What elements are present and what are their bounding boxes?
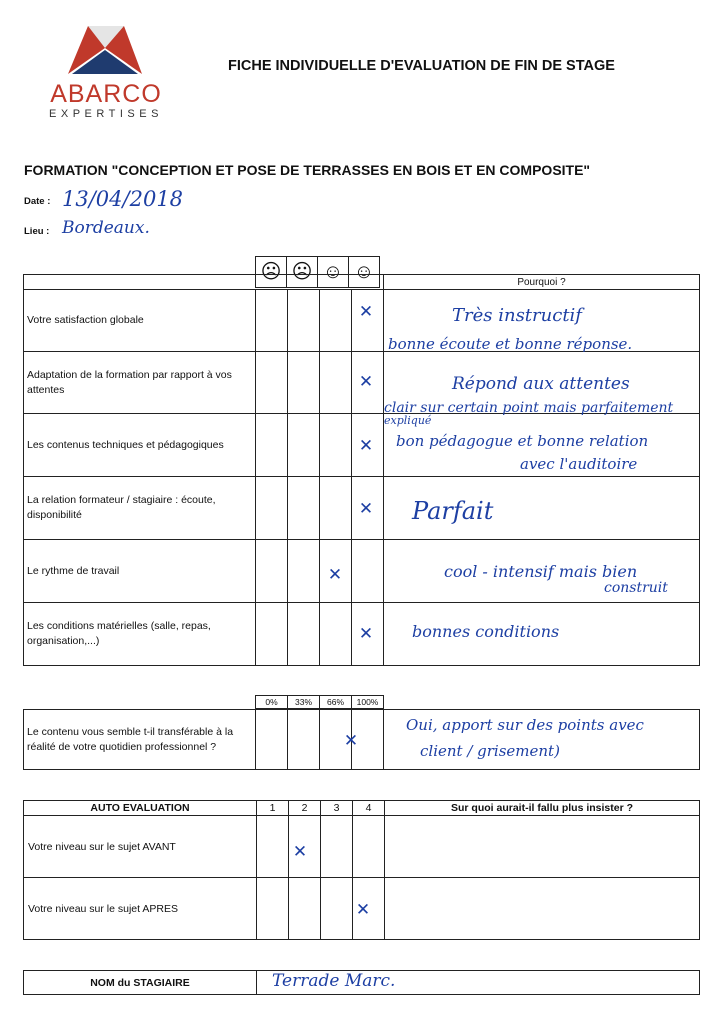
rating-cell[interactable] xyxy=(288,477,320,540)
trainee-name: Terrade Marc. xyxy=(272,971,396,991)
why-header: Pourquoi ? xyxy=(384,275,700,290)
question-label: La relation formateur / stagiaire : écoute, disponibilité xyxy=(24,477,256,540)
rating-cell[interactable] xyxy=(288,352,320,414)
sad-face-icon: ☹ xyxy=(287,257,318,288)
rating-cell[interactable] xyxy=(321,878,353,940)
rating-check-mark: ✕ xyxy=(292,842,308,862)
auto-evaluation-header: AUTO EVALUATION xyxy=(24,801,257,816)
smile-face-icon: ☺ xyxy=(318,257,349,288)
rating-check-mark: ✕ xyxy=(358,436,374,456)
question-label: Les conditions matérielles (salle, repas, organisation,...) xyxy=(24,603,256,666)
brand-tagline: EXPERTISES xyxy=(49,108,163,120)
very-sad-face-icon: ☹ xyxy=(256,257,287,288)
rating-cell[interactable] xyxy=(256,414,288,477)
rating-cell[interactable] xyxy=(288,710,320,770)
insist-answer-cell[interactable] xyxy=(385,816,700,878)
insist-header: Sur quoi aurait-il fallu plus insister ? xyxy=(385,801,700,816)
percent-column-header: 66% xyxy=(320,696,352,709)
level-column-header: 1 xyxy=(257,801,289,816)
rating-cell[interactable] xyxy=(288,603,320,666)
rating-check-mark: ✕ xyxy=(358,372,374,392)
level-column-header: 3 xyxy=(321,801,353,816)
date-value: 13/04/2018 xyxy=(62,187,184,211)
why-answer: Répond aux attentes xyxy=(452,374,630,394)
rating-cell[interactable] xyxy=(256,290,288,352)
percent-column-header: 33% xyxy=(288,696,320,709)
level-column-header: 4 xyxy=(353,801,385,816)
question-label: Le rythme de travail xyxy=(24,540,256,603)
transfer-answer: Oui, apport sur des points avec xyxy=(406,716,644,734)
why-answer: bonne écoute et bonne réponse. xyxy=(388,335,633,353)
why-answer: avec l'auditoire xyxy=(520,455,638,473)
percent-column-header: 100% xyxy=(352,696,384,709)
question-label: Adaptation de la formation par rapport à vos attentes xyxy=(24,352,256,414)
rating-cell[interactable] xyxy=(320,414,352,477)
rating-cell[interactable] xyxy=(320,290,352,352)
why-answer: Très instructif xyxy=(452,305,582,326)
rating-cell[interactable] xyxy=(288,414,320,477)
rating-cell[interactable] xyxy=(288,290,320,352)
table-row xyxy=(24,816,700,878)
question-label: Votre satisfaction globale xyxy=(24,290,256,352)
rating-check-mark: ✕ xyxy=(355,900,371,920)
lieu-label: Lieu : xyxy=(24,226,50,237)
rating-cell[interactable] xyxy=(320,477,352,540)
rating-cell[interactable] xyxy=(257,878,289,940)
rating-cell[interactable] xyxy=(288,540,320,603)
rating-check-mark: ✕ xyxy=(358,499,374,519)
grin-face-icon: ☺ xyxy=(349,257,380,288)
rating-cell[interactable] xyxy=(320,603,352,666)
rating-cell[interactable] xyxy=(353,816,385,878)
why-answer: clair sur certain point mais parfaitement xyxy=(384,400,674,416)
transfer-answer: client / grisement) xyxy=(420,742,560,760)
why-answer: Parfait xyxy=(412,497,494,525)
rating-cell[interactable] xyxy=(256,540,288,603)
rating-cell[interactable] xyxy=(256,477,288,540)
level-label: Votre niveau sur le sujet AVANT xyxy=(24,816,257,878)
why-answer: cool - intensif mais bien xyxy=(444,562,638,581)
why-answer: bonnes conditions xyxy=(412,622,560,641)
level-label: Votre niveau sur le sujet APRES xyxy=(24,878,257,940)
rating-cell[interactable] xyxy=(320,352,352,414)
trainee-label: NOM du STAGIAIRE xyxy=(24,971,257,995)
insist-answer-cell[interactable] xyxy=(385,878,700,940)
rating-check-mark: ✕ xyxy=(327,565,343,585)
rating-cell[interactable] xyxy=(256,352,288,414)
date-label: Date : xyxy=(24,196,51,207)
rating-cell[interactable] xyxy=(289,878,321,940)
rating-check-mark: ✕ xyxy=(358,624,374,644)
rating-cell[interactable] xyxy=(256,710,288,770)
transfer-question: Le contenu vous semble t-il transférable à la réalité de votre quotidien professionnel ? xyxy=(24,710,256,770)
percent-column-header: 0% xyxy=(256,696,288,709)
rating-check-mark: ✕ xyxy=(358,302,374,322)
rating-cell[interactable] xyxy=(257,816,289,878)
level-column-header: 2 xyxy=(289,801,321,816)
question-label: Les contenus techniques et pédagogiques xyxy=(24,414,256,477)
rating-check-mark: ✕ xyxy=(343,731,359,751)
rating-cell[interactable] xyxy=(352,540,384,603)
why-answer: construit xyxy=(604,580,668,596)
lieu-value: Bordeaux. xyxy=(62,218,150,238)
why-answer: bon pédagogue et bonne relation xyxy=(396,432,649,450)
abarco-logo-icon xyxy=(66,24,144,76)
formation-title: FORMATION "CONCEPTION ET POSE DE TERRASSES EN BOIS ET EN COMPOSITE" xyxy=(24,162,591,178)
rating-cell[interactable] xyxy=(321,816,353,878)
document-title: FICHE INDIVIDUELLE D'EVALUATION DE FIN DE STAGE xyxy=(228,58,615,74)
brand-name: ABARCO xyxy=(50,80,162,108)
rating-cell[interactable] xyxy=(256,603,288,666)
why-answer: expliqué xyxy=(384,414,432,427)
transfer-percent-header xyxy=(255,695,384,709)
